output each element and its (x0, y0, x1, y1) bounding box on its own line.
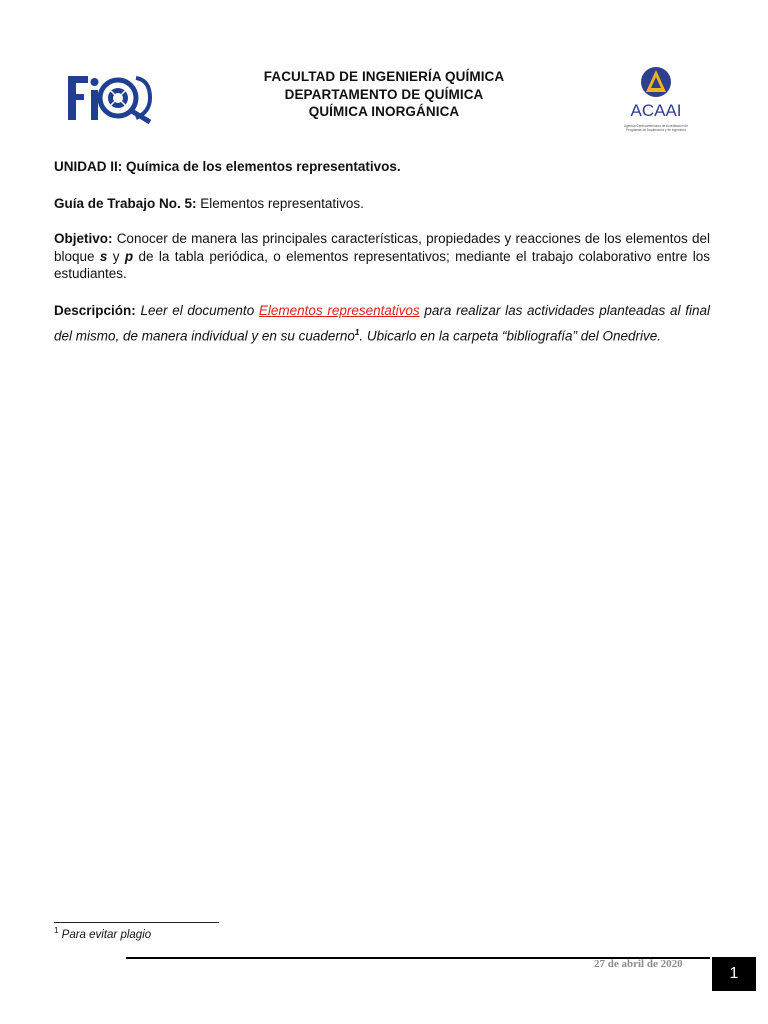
footnote-separator (54, 922, 219, 923)
header-department: DEPARTAMENTO DE QUÍMICA (284, 86, 484, 102)
objetivo-text-2: de la tabla periódica, o elementos representativos; mediante el trabajo colaborativo entre los estudiantes. (54, 248, 710, 281)
document-header (200, 68, 568, 121)
descripcion-text-2: para realizar las actividades planteadas al final del mismo, de manera individual y en su cuaderno (54, 303, 710, 344)
objetivo-and: y (112, 248, 120, 264)
footnote (54, 926, 151, 941)
header-course: QUÍMICA INORGÁNICA (308, 104, 460, 119)
elementos-representativos-link[interactable]: Elementos representativos (258, 303, 420, 318)
objetivo-text-1: Conocer de manera las principales características, propiedades y reacciones de los elementos del bloque (54, 231, 710, 264)
acaai-logo-text: ACAAI (630, 101, 682, 120)
acaai-logo (604, 64, 704, 140)
descripcion-text-1: Leer el documento (140, 303, 255, 318)
guia-paragraph (54, 195, 710, 213)
fiq-logo (66, 72, 152, 124)
descripcion-paragraph (54, 300, 710, 348)
objetivo-block-p: p (124, 248, 134, 264)
guia-text: Elementos representativos. (200, 196, 364, 211)
footnote-reference[interactable]: 1 (354, 328, 360, 337)
header-faculty: FACULTAD DE INGENIERÍA QUÍMICA (263, 69, 505, 84)
footer-date: 27 de abril de 2020 (594, 958, 683, 970)
footnote-text: Para evitar plagio (61, 928, 152, 941)
unidad-heading: UNIDAD II: Química de los elementos representativos. (54, 159, 401, 174)
footnote-number: 1 (54, 926, 59, 935)
svg-text:Programas de Arquitectura y de: Programas de Arquitectura y de Ingeniería (626, 128, 686, 132)
svg-text:Agencia Centroamericana de Acr: Agencia Centroamericana de Acreditación de (624, 124, 688, 128)
objetivo-paragraph (54, 230, 710, 283)
objetivo-label: Objetivo: (54, 231, 113, 246)
page-number: 1 (712, 957, 756, 991)
descripcion-text-3: . Ubicarlo en la carpeta “bibliografía” del Onedrive. (359, 328, 662, 344)
guia-label: Guía de Trabajo No. 5: (54, 196, 197, 211)
objetivo-block-s: s (99, 248, 108, 264)
descripcion-label: Descripción: (54, 303, 136, 318)
